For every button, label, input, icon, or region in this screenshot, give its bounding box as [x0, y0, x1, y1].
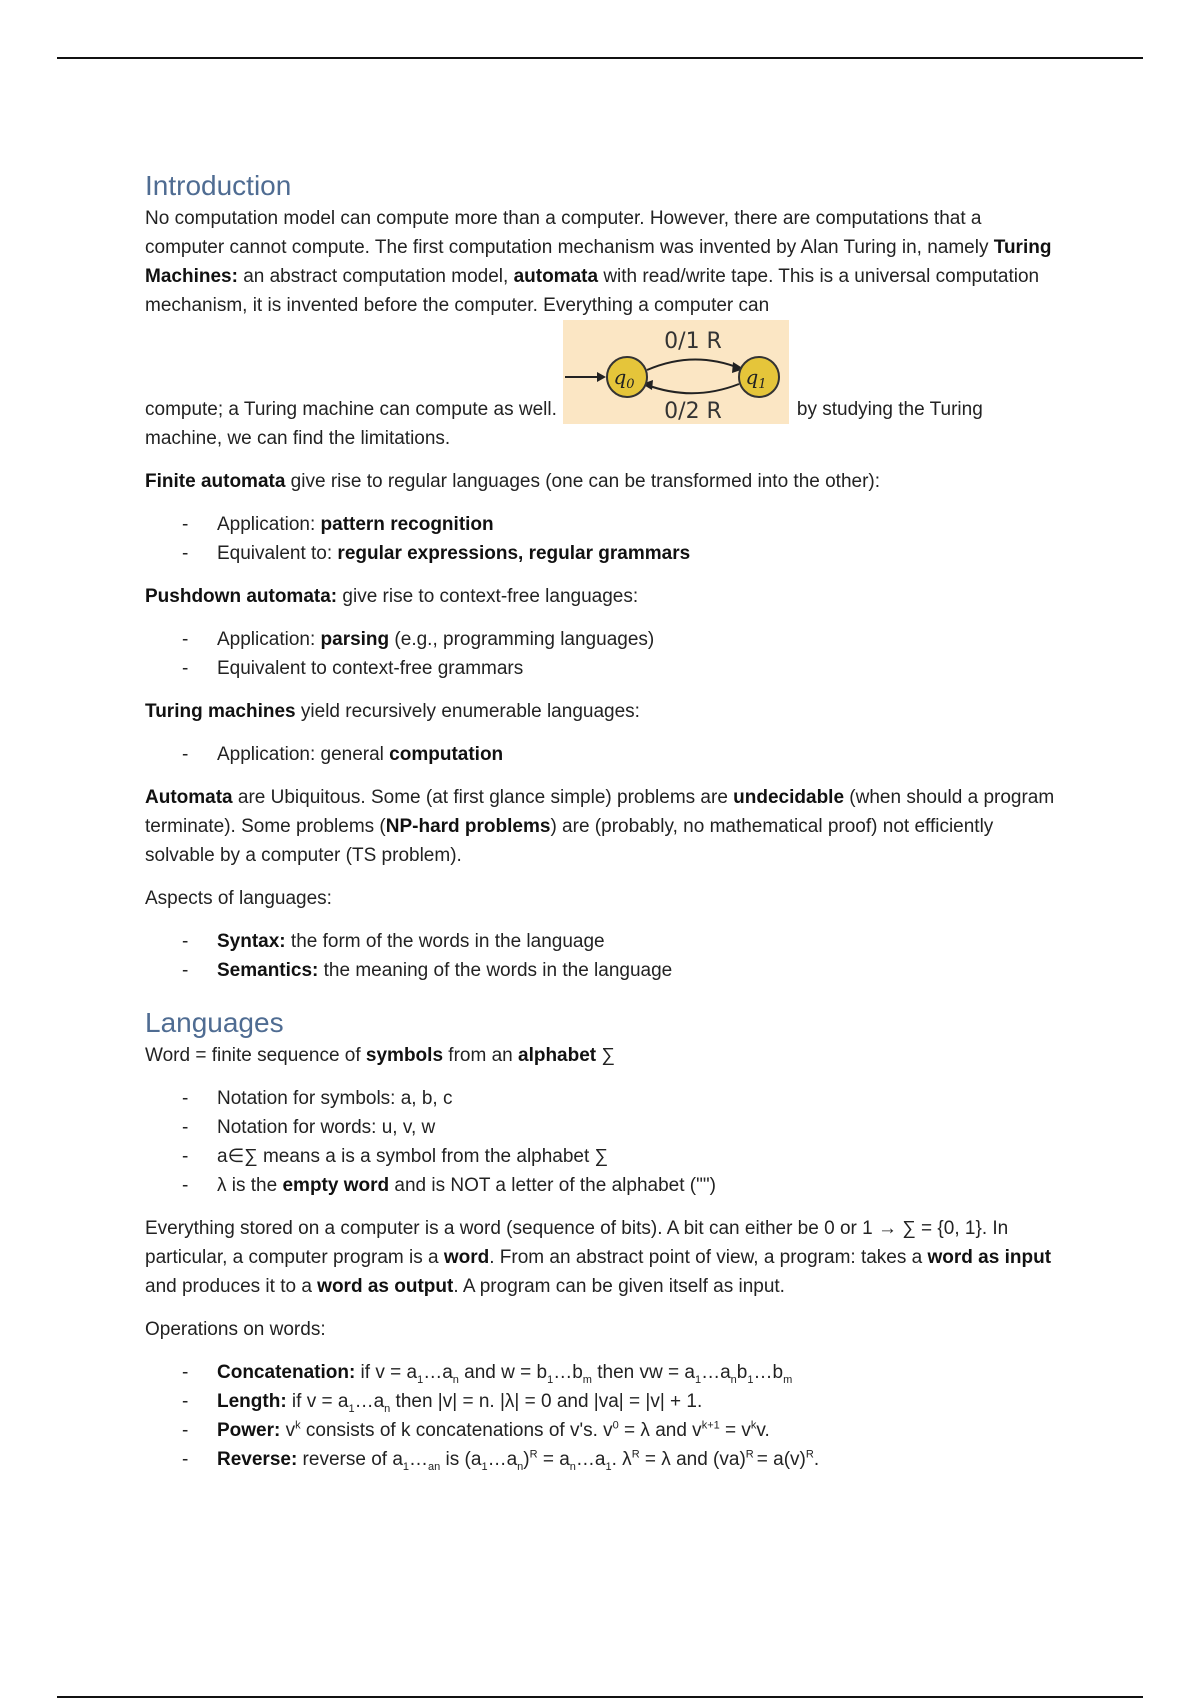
turing-machines-term: Turing machines: [145, 701, 296, 722]
turing-machine-diagram: [563, 320, 789, 424]
superscript: R: [631, 1448, 640, 1461]
intro-paragraph-end: machine, we can find the limitations.: [145, 428, 451, 449]
subscript: 1: [547, 1373, 554, 1386]
empty-word-term: empty word: [282, 1175, 390, 1196]
item-text: ): [523, 1449, 530, 1470]
superscript: R: [805, 1448, 814, 1461]
item-text: v: [280, 1420, 296, 1441]
operations-title: Operations on words:: [145, 1319, 326, 1340]
item-text: = λ and (va): [639, 1449, 746, 1470]
state-q0-label: $q_0$: [613, 365, 635, 392]
subscript: n: [517, 1460, 524, 1473]
paragraph-text: give rise to regular languages (one can be transformed into the other):: [285, 471, 881, 492]
item-text: if v = a: [286, 1391, 349, 1412]
top-rule: [57, 57, 1143, 59]
finite-automata-paragraph: [145, 467, 1055, 496]
list-item-reverse: [145, 1445, 1055, 1474]
state-q1-label: $q_1$: [745, 365, 767, 392]
finite-automata-list: [145, 510, 1055, 568]
list-item: [145, 956, 1055, 985]
automata-term: automata: [513, 266, 599, 287]
superscript: R: [745, 1448, 757, 1461]
item-text: …a: [354, 1391, 385, 1412]
item-text: if v = a: [355, 1362, 418, 1383]
alphabet-term: alphabet: [518, 1045, 597, 1066]
item-text: Equivalent to:: [217, 543, 338, 564]
intro-text: an abstract computation model,: [237, 266, 514, 287]
subscript: 1: [747, 1373, 754, 1386]
list-item: [145, 927, 1055, 956]
symbols-term: symbols: [365, 1045, 444, 1066]
list-item-length: [145, 1387, 1055, 1416]
item-text: …b: [553, 1362, 583, 1383]
list-item: [145, 740, 1055, 769]
list-item: - Notation for words: u, v, w: [145, 1113, 1055, 1142]
paragraph-text: . A program can be given itself as input.: [453, 1276, 785, 1297]
turing-machines-term: Turing Machines:: [145, 237, 1052, 287]
list-item: [145, 539, 1055, 568]
item-term: Power:: [217, 1420, 281, 1441]
item-term: pattern recognition: [320, 514, 494, 535]
item-term: Concatenation:: [217, 1362, 356, 1383]
subscript: 1: [348, 1402, 355, 1415]
list-item-concatenation: [145, 1358, 1055, 1387]
list-item: [145, 1171, 1055, 1200]
item-text: b: [736, 1362, 748, 1383]
word-definition-paragraph: [145, 1041, 1055, 1070]
list-item-power: [145, 1416, 1055, 1445]
item-text: is (a: [440, 1449, 482, 1470]
item-text: the form of the words in the language: [285, 931, 605, 952]
turing-machines-list: [145, 740, 1055, 769]
item-text: ,: [518, 543, 529, 564]
item-term: Reverse:: [217, 1449, 298, 1470]
undecidable-term: undecidable: [733, 787, 845, 808]
notation-list: [145, 1084, 1055, 1200]
paragraph-text: Word = finite sequence of: [145, 1045, 366, 1066]
operations-list: [145, 1358, 1055, 1474]
list-item: - Notation for symbols: a, b, c: [145, 1084, 1055, 1113]
intro-text: by studying the Turing: [796, 399, 983, 420]
item-text: Application: general: [217, 744, 390, 765]
paragraph-text: from an: [443, 1045, 518, 1066]
stored-word-paragraph: [145, 1214, 1055, 1301]
subscript: 1: [694, 1373, 702, 1386]
superscript: 0: [612, 1419, 619, 1432]
subscript: 1: [402, 1460, 410, 1473]
item-text: and is NOT a letter of the alphabet (""): [389, 1175, 716, 1196]
section-title-introduction: Introduction: [145, 170, 292, 201]
subscript: m: [582, 1373, 592, 1386]
word-as-output-term: word as output: [317, 1276, 454, 1297]
item-term: Semantics:: [217, 960, 319, 981]
item-term: computation: [389, 744, 504, 765]
item-text: …: [409, 1449, 429, 1470]
bottom-rule: [57, 1696, 1143, 1698]
paragraph-text: (when should a program terminate). Some problems (: [145, 787, 1055, 837]
paragraph-text: give rise to context-free languages:: [337, 586, 639, 607]
subscript: an: [428, 1460, 441, 1473]
aspects-list: [145, 927, 1055, 985]
item-text: Application:: [217, 629, 321, 650]
intro-text: with read/write tape. This is a universal computation mechanism, it is invented before the computer. Everything a computer can: [145, 266, 1040, 316]
item-text: …a: [701, 1362, 731, 1383]
aspects-paragraph: Aspects of languages:: [145, 888, 332, 909]
item-text: Application:: [217, 514, 321, 535]
item-text: v.: [756, 1420, 770, 1441]
subscript: n: [384, 1402, 391, 1415]
superscript: k: [295, 1419, 301, 1432]
item-text: . λ: [611, 1449, 632, 1470]
item-text: …a: [487, 1449, 518, 1470]
intro-text: No computation model can compute more than a computer. However, there are computations that a computer cannot compute. The first computation mechanism was invented by Alan Turing in, namely: [145, 208, 994, 258]
subscript: 1: [481, 1460, 488, 1473]
transition-label-bottom: 0/2 R: [664, 399, 722, 424]
paragraph-text: yield recursively enumerable languages:: [295, 701, 640, 722]
item-text: …a: [423, 1362, 453, 1383]
intro-text: compute; a Turing machine can compute as well.: [145, 399, 557, 420]
list-item: [145, 625, 1055, 654]
np-hard-term: NP-hard problems: [385, 816, 551, 837]
paragraph-text: Everything stored on a computer is a word (sequence of bits). A bit can either be 0 or 1 → ∑ = {0, 1}. In particular, a computer program is a: [145, 1218, 1009, 1268]
subscript: 1: [417, 1373, 424, 1386]
item-text: consists of k concatenations of v's. v: [300, 1420, 613, 1441]
transition-label-top: 0/1 R: [664, 329, 722, 354]
item-text: the meaning of the words in the language: [318, 960, 673, 981]
subscript: n: [569, 1460, 576, 1473]
paragraph-text: ) are (probably, no mathematical proof) not efficiently solvable by a computer (TS problem).: [145, 816, 994, 866]
intro-paragraph: [145, 204, 1055, 320]
pushdown-automata-paragraph: [145, 582, 1055, 611]
superscript: k: [750, 1419, 757, 1432]
list-item: - Equivalent to context-free grammars: [145, 654, 1055, 683]
subscript: m: [783, 1373, 793, 1386]
item-text: …a: [575, 1449, 606, 1470]
subscript: 1: [605, 1460, 612, 1473]
subscript: n: [452, 1373, 459, 1386]
turing-machines-paragraph: [145, 697, 1055, 726]
paragraph-text: ∑: [596, 1045, 615, 1066]
word-term: word: [443, 1247, 490, 1268]
superscript: R: [529, 1448, 538, 1461]
item-text: (e.g., programming languages): [389, 629, 655, 650]
automata-term: Automata: [145, 787, 233, 808]
item-term: regular grammars: [528, 543, 691, 564]
word-as-input-term: word as input: [927, 1247, 1052, 1268]
figure-line: [145, 320, 1055, 424]
item-text: then vw = a: [591, 1362, 695, 1383]
item-text: reverse of a: [297, 1449, 403, 1470]
item-text: .: [813, 1449, 820, 1470]
item-term: regular expressions: [337, 543, 519, 564]
pushdown-automata-list: [145, 625, 1055, 683]
item-text: and w = b: [458, 1362, 548, 1383]
item-text: λ is the: [217, 1175, 283, 1196]
list-item: [145, 510, 1055, 539]
item-term: Syntax:: [217, 931, 286, 952]
subscript: n: [730, 1373, 737, 1386]
paragraph-text: and produces it to a: [145, 1276, 318, 1297]
section-title-languages: Languages: [145, 1007, 284, 1038]
item-term: Length:: [217, 1391, 287, 1412]
item-text: = a: [537, 1449, 570, 1470]
pushdown-automata-term: Pushdown automata:: [145, 586, 338, 607]
item-text: = v: [719, 1420, 751, 1441]
paragraph-text: . From an abstract point of view, a program: takes a: [489, 1247, 928, 1268]
item-text: then |v| = n. |λ| = 0 and |va| = |v| + 1.: [390, 1391, 703, 1412]
paragraph-text: are Ubiquitous. Some (at first glance simple) problems are: [232, 787, 734, 808]
superscript: k+1: [701, 1419, 720, 1432]
list-item: - a∈∑ means a is a symbol from the alphabet ∑: [145, 1142, 1055, 1171]
document-body: [145, 168, 1055, 1488]
item-text: = λ and v: [618, 1420, 702, 1441]
finite-automata-term: Finite automata: [145, 471, 286, 492]
item-term: parsing: [320, 629, 390, 650]
item-text: …b: [753, 1362, 784, 1383]
automata-paragraph: [145, 783, 1055, 870]
item-text: = a(v): [756, 1449, 806, 1470]
